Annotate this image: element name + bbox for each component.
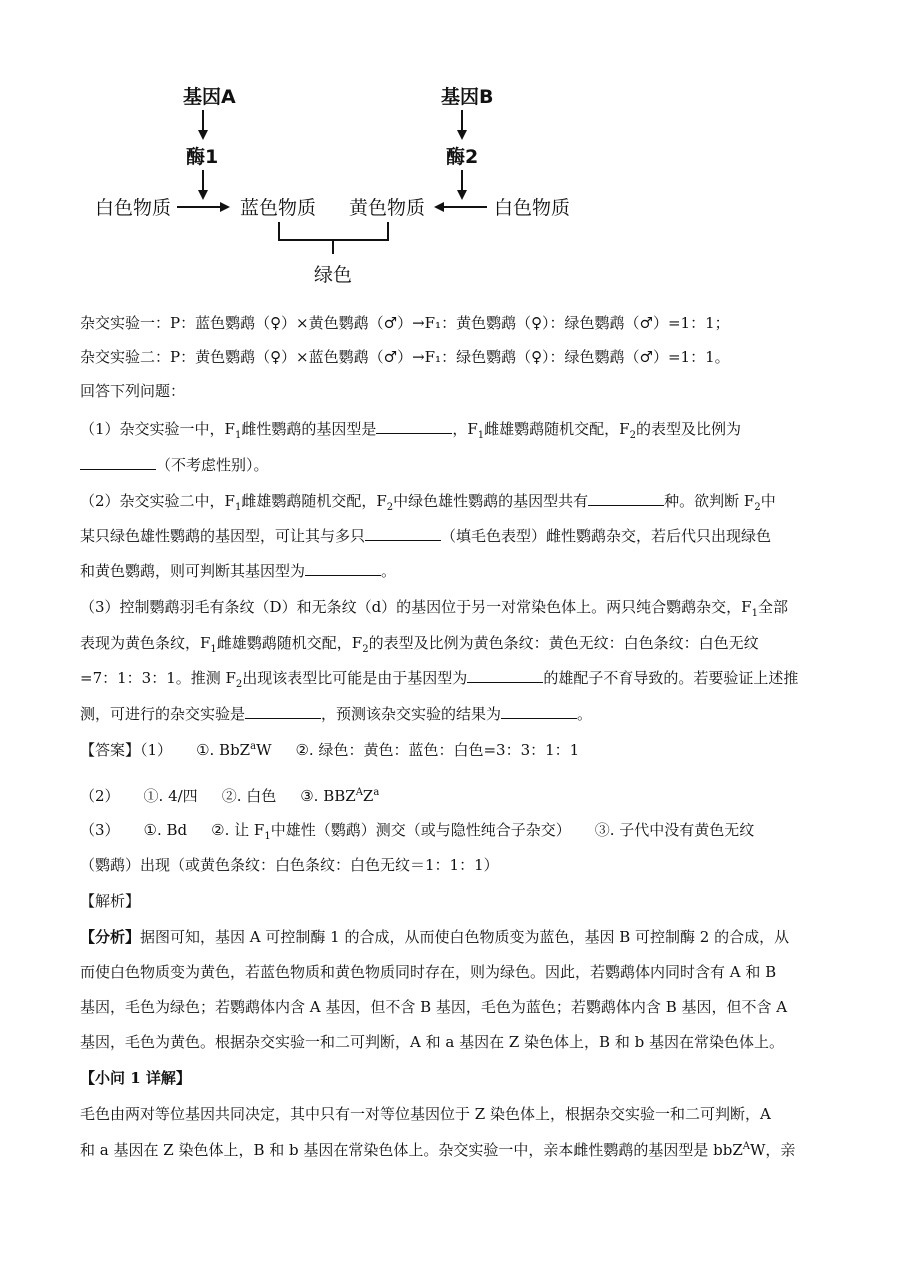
enzyme-2-label: 酶2 (446, 146, 479, 168)
gene-b-label: 基因B (441, 86, 494, 108)
gene-pathway-diagram (0, 0, 900, 300)
answer-blank[interactable] (365, 526, 441, 541)
answer-blank[interactable] (501, 704, 577, 719)
detail-label: 【小问 1 详解】 (80, 1069, 191, 1087)
answer-line-1: 【答案】（1） ①. BbZ$^a$W ②. 绿色：黄色：蓝色：白色=3：3：1：1 (80, 741, 580, 759)
answer-line-2: （2） ①. 4/四 ②. 白色 ③. $BBZ^AZ^a$ (80, 787, 380, 805)
gene-a-label: 基因A (183, 86, 236, 108)
yellow-substance: 黄色物质 (349, 197, 426, 219)
question-3-line-4: 测，可进行的杂交实验是 ，预测该杂交实验的结果为 。 (80, 705, 593, 723)
analysis-label: 【解析】 (80, 892, 141, 910)
question-2-line-3: 和黄色鹦鹉，则可判断其基因型为 。 (80, 562, 397, 580)
green-result: 绿色 (314, 264, 353, 286)
question-3-line-2: 表现为黄色条纹，$F_1$雌雄鹦鹉随机交配，$F_2$的表型及比例为黄色条纹：黄色无纹：白色条纹：白色无纹 (80, 634, 759, 655)
analysis-line-4: 基因，毛色为黄色。根据杂交实验一和二可判断，A 和 a 基因在 Z 染色体上，B 和 b 基因在常染色体上。 (80, 1033, 784, 1051)
answer-blank[interactable] (245, 704, 321, 719)
detail-line-2: 和 a 基因在 Z 染色体上，B 和 b 基因在常染色体上。杂交实验一中，亲本雌性鹦鹉的基因型是 bbZ$^A$W，亲 (80, 1141, 796, 1159)
question-2-line-2: 某只绿色雄性鹦鹉的基因型，可让其与多只 （填毛色表型）雌性鹦鹉杂交，若后代只出现绿色 (80, 527, 772, 545)
detail-line-1: 毛色由两对等位基因共同决定，其中只有一对等位基因位于 Z 染色体上，根据杂交实验一和二可判断，A (80, 1105, 771, 1123)
answer-blank[interactable] (376, 419, 452, 434)
enzyme-1-label: 酶1 (186, 146, 219, 168)
answer-line-4: （鹦鹉）出现（或黄色条纹：白色条纹：白色无纹＝1：1：1） (80, 856, 499, 874)
question-1-line-1: （1）杂交实验一中，$F_1$雌性鹦鹉的基因型是 ，$F_1$雌雄鹦鹉随机交配，$F_2$的表型及比例为 (80, 420, 741, 441)
question-prompt: 回答下列问题： (80, 382, 186, 400)
answer-blank[interactable] (305, 561, 381, 576)
question-3-line-3: =7：1：3：1。推测 $F_2$出现该表型比可能是由于基因型为 的雄配子不育导致的。若要验证上述推 (80, 669, 799, 690)
experiment-2: 杂交实验二：P：黄色鹦鹉（♀）×蓝色鹦鹉（♂）→F₁：绿色鹦鹉（♀）：绿色鹦鹉（♂）=1：1。 (80, 348, 730, 366)
answer-blank[interactable] (588, 491, 664, 506)
question-1-line-2: （不考虑性别）。 (80, 455, 840, 475)
combine-bracket (279, 222, 388, 240)
analysis-line-3: 基因，毛色为绿色；若鹦鹉体内含 A 基因，但不含 B 基因，毛色为蓝色；若鹦鹉体内含 B 基因，但不含 A (80, 998, 788, 1016)
white-substance-right: 白色物质 (494, 197, 571, 219)
answer-line-3: （3） ①. Bd ②. 让 $F_1$中雄性（鹦鹉）测交（或与隐性纯合子杂交） ③. 子代中没有黄色无纹 (80, 821, 755, 842)
question-2-line-1: （2）杂交实验二中，$F_1$雌雄鹦鹉随机交配，$F_2$中绿色雄性鹦鹉的基因型共有 种。欲判断 $F_2$中 (80, 492, 776, 513)
experiment-1: 杂交实验一：P：蓝色鹦鹉（♀）×黄色鹦鹉（♂）→F₁：黄色鹦鹉（♀）：绿色鹦鹉（♂）=1：1； (80, 314, 730, 332)
blue-substance: 蓝色物质 (240, 197, 317, 219)
question-3-line-1: （3）控制鹦鹉羽毛有条纹（D）和无条纹（d）的基因位于另一对常染色体上。两只纯合鹦鹉杂交，$F_1$全部 (80, 598, 788, 619)
white-substance-left: 白色物质 (95, 197, 172, 219)
answer-blank[interactable] (467, 668, 543, 683)
analysis-line-1: 【分析】据图可知，基因 A 可控制酶 1 的合成，从而使白色物质变为蓝色，基因 B 可控制酶 2 的合成，从 (80, 928, 790, 946)
analysis-line-2: 而使白色物质变为黄色，若蓝色物质和黄色物质同时存在，则为绿色。因此，若鹦鹉体内同时含有 A 和 B (80, 963, 777, 981)
answer-blank[interactable] (80, 455, 156, 470)
